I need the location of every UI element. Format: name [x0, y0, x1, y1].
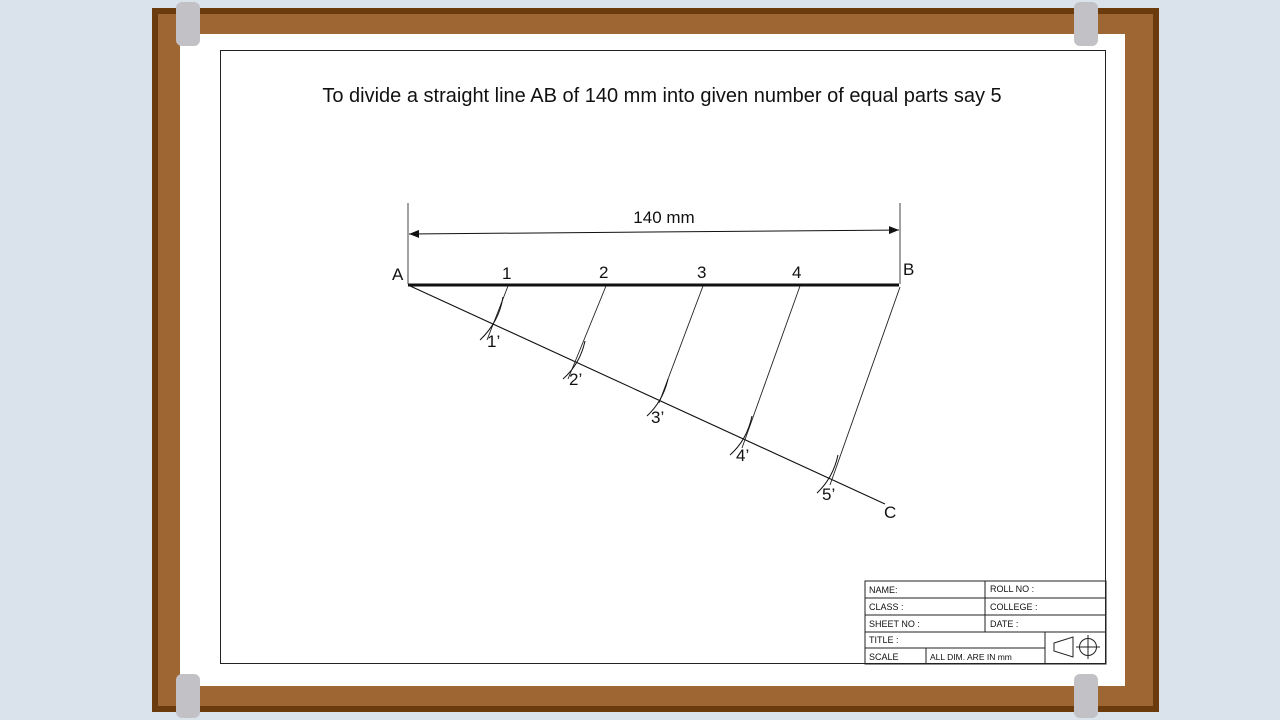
parallel-line-4 — [742, 286, 800, 448]
dimension-line — [409, 230, 899, 234]
point-label-c: C — [884, 503, 897, 522]
division-label-1: 1 — [502, 264, 512, 283]
prime-label-1: 1’ — [487, 332, 501, 351]
title-block-sheet-no: SHEET NO : — [869, 619, 920, 629]
prime-label-2: 2’ — [569, 370, 583, 389]
title-block-college: COLLEGE : — [990, 602, 1038, 612]
parallel-line-3 — [659, 286, 703, 403]
point-label-b: B — [903, 260, 915, 279]
point-label-a: A — [392, 265, 404, 284]
prime-label-5: 5’ — [822, 485, 836, 504]
projection-symbol-icon — [1054, 635, 1100, 659]
title-block-units: ALL DIM. ARE IN mm — [930, 652, 1012, 662]
parallel-line-b — [830, 287, 900, 485]
diagram-title: To divide a straight line AB of 140 mm into given number of equal parts say 5 — [322, 85, 1002, 107]
division-label-4: 4 — [792, 263, 802, 282]
title-block-name: NAME: — [869, 585, 898, 595]
division-label-3: 3 — [697, 263, 707, 282]
title-block-scale: SCALE — [869, 652, 899, 662]
dimension-label: 140 mm — [633, 208, 695, 227]
title-block-title: TITLE : — [869, 635, 899, 645]
division-label-2: 2 — [599, 263, 609, 282]
prime-label-3: 3’ — [651, 408, 665, 427]
prime-label-4: 4’ — [736, 446, 750, 465]
parallel-line-2 — [568, 286, 606, 379]
line-ac — [408, 285, 885, 504]
title-block-roll-no: ROLL NO : — [990, 584, 1035, 594]
title-block-class: CLASS : — [869, 602, 904, 612]
title-block-date: DATE : — [990, 619, 1019, 629]
